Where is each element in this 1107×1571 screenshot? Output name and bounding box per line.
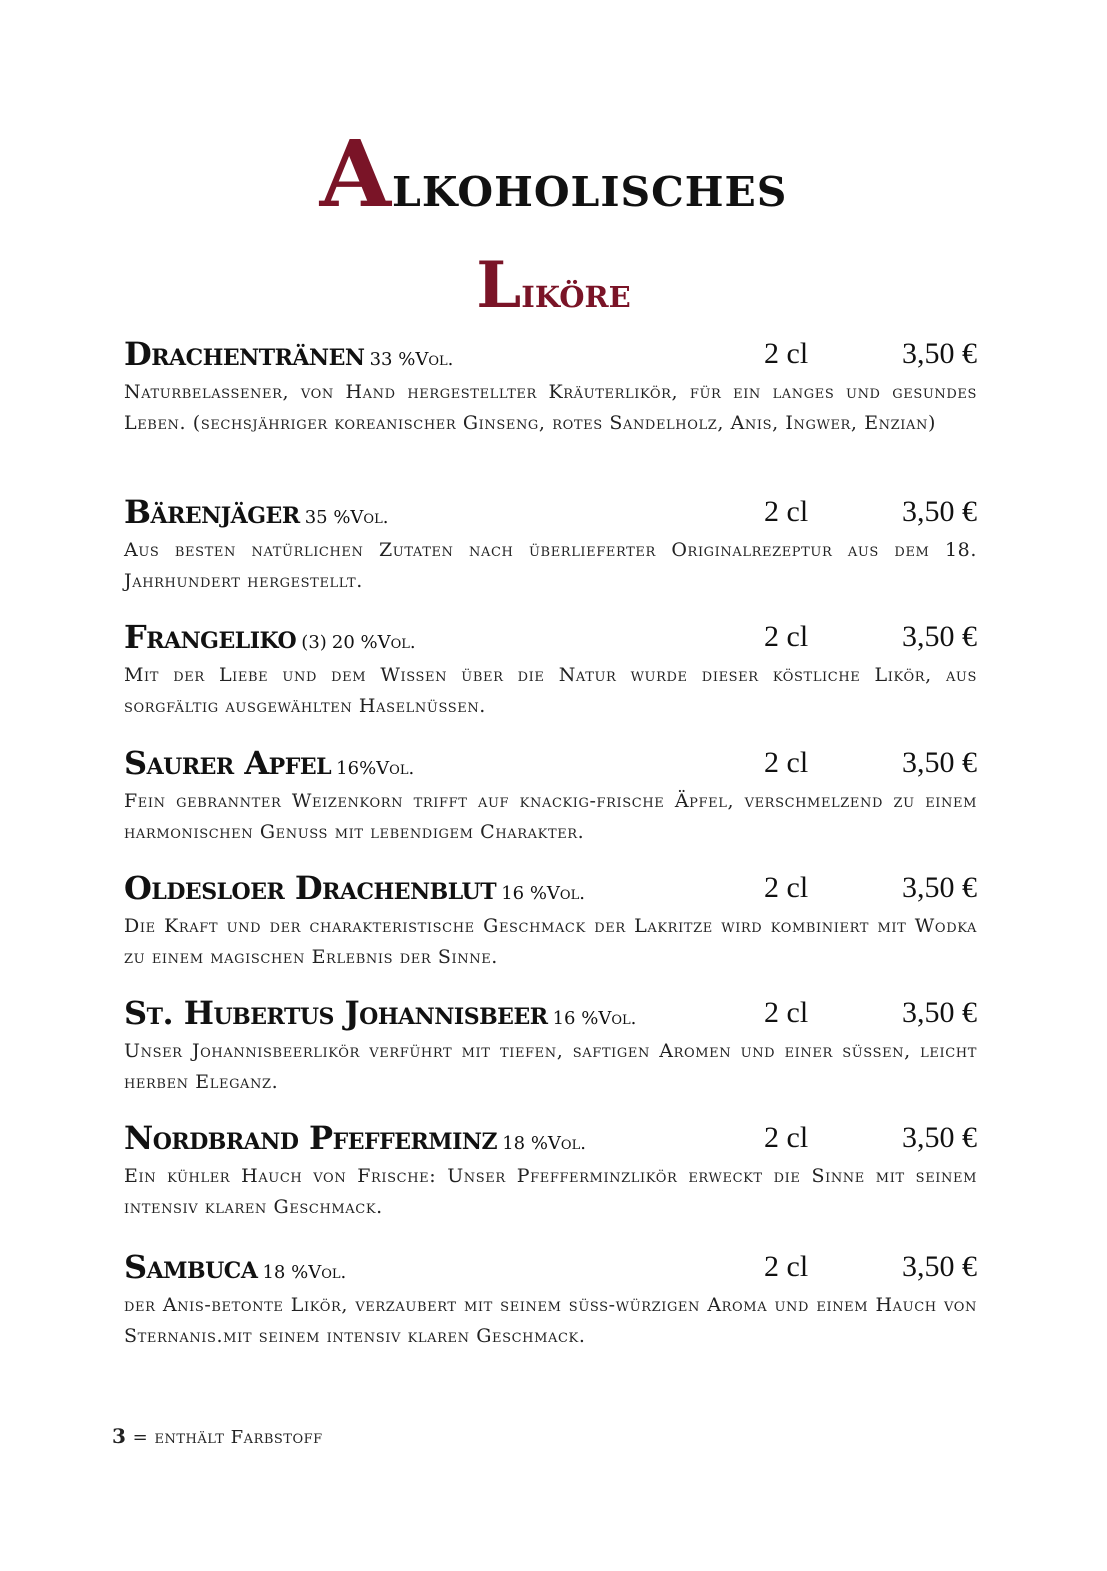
item-size: 2 cl — [764, 620, 809, 653]
item-abv: 16%Vol. — [336, 758, 415, 779]
menu-item-header — [124, 617, 977, 657]
menu-item-saurer-apfel — [124, 743, 977, 848]
item-note: (3) — [301, 632, 327, 653]
item-price: 3,50 € — [902, 1121, 977, 1154]
page-title-initial: A — [319, 120, 392, 228]
item-abv: 16 %Vol. — [501, 883, 585, 904]
item-name: Saurer Apfel — [124, 744, 332, 782]
item-name: Frangeliko — [124, 618, 297, 656]
item-name: Bärenjäger — [124, 493, 300, 531]
menu-item-nordbrand-pfefferminz — [124, 1118, 977, 1223]
item-description: der Anis-betonte Likör, verzaubert mit seinem süss-würzigen Aroma und einem Hauch von Sternanis.mit seinem intensiv klaren Geschmack. — [124, 1294, 977, 1347]
item-price: 3,50 € — [902, 871, 977, 904]
item-description: Unser Johannisbeerlikör verführt mit tiefen, saftigen Aromen und einer süssen, leicht herben Eleganz. — [124, 1040, 977, 1093]
item-description: Fein gebrannter Weizenkorn trifft auf knackig-frische Äpfel, verschmelzend zu einem harmonischen Genuss mit lebendigem Charakter. — [124, 790, 977, 843]
item-price: 3,50 € — [902, 337, 977, 370]
menu-item-header — [124, 868, 977, 908]
item-description: Aus besten natürlichen Zutaten nach überlieferter Originalrezeptur aus dem 18. Jahrhundert hergestellt. — [124, 539, 977, 592]
item-price: 3,50 € — [902, 620, 977, 653]
item-abv: 35 %Vol. — [304, 507, 389, 528]
menu-item-header — [124, 1247, 977, 1287]
menu-item-frangeliko — [124, 617, 977, 722]
footnote-text: = enthält Farbstoff — [132, 1427, 323, 1448]
menu-item-header — [124, 334, 977, 374]
footnote-number: 3 — [112, 1424, 127, 1448]
item-size: 2 cl — [764, 1121, 809, 1154]
item-description: Ein kühler Hauch von Frische: Unser Pfefferminzlikör erweckt die Sinne mit seinem intensiv klaren Geschmack. — [124, 1165, 977, 1218]
menu-item-st-hubertus-johannisbeer — [124, 993, 977, 1098]
item-abv: 16 %Vol. — [552, 1008, 637, 1029]
menu-item-header — [124, 1118, 977, 1158]
item-name: Sambuca — [124, 1248, 258, 1286]
section-title-rest: iköre — [521, 268, 631, 317]
item-description: Die Kraft und der charakteristische Geschmack der Lakritze wird kombiniert mit Wodka zu einem magischen Erlebnis der Sinne. — [124, 915, 977, 968]
item-abv: 18 %Vol. — [262, 1262, 347, 1283]
menu-item-header — [124, 993, 977, 1033]
menu-item-oldesloer-drachenblut — [124, 868, 977, 973]
item-price: 3,50 € — [902, 996, 977, 1029]
item-abv: 18 %Vol. — [502, 1133, 586, 1154]
menu-item-header — [124, 743, 977, 783]
item-size: 2 cl — [764, 495, 809, 528]
item-abv: 20 %Vol. — [331, 632, 416, 653]
item-name: Drachentränen — [124, 335, 365, 373]
menu-item-sambuca — [124, 1247, 977, 1352]
section-title-initial: L — [476, 248, 522, 323]
menu-item-header — [124, 492, 977, 532]
item-size: 2 cl — [764, 996, 809, 1029]
item-price: 3,50 € — [902, 495, 977, 528]
item-price: 3,50 € — [902, 746, 977, 779]
item-name: Nordbrand Pfefferminz — [124, 1119, 498, 1157]
item-name: St. Hubertus Johannisbeer — [124, 994, 548, 1032]
item-price: 3,50 € — [902, 1250, 977, 1283]
item-description: Mit der Liebe und dem Wissen über die Natur wurde dieser köstliche Likör, aus sorgfältig ausgewählten Haselnüssen. — [124, 664, 977, 717]
page-title — [0, 120, 1107, 228]
item-size: 2 cl — [764, 337, 809, 370]
item-size: 2 cl — [764, 746, 809, 779]
menu-item-drachentraenen — [124, 334, 977, 439]
footnote — [112, 1424, 323, 1448]
item-size: 2 cl — [764, 871, 809, 904]
menu-item-baerenjaeger — [124, 492, 977, 597]
item-name: Oldesloer Drachenblut — [124, 869, 497, 907]
section-title — [0, 248, 1107, 323]
item-size: 2 cl — [764, 1250, 809, 1283]
item-description: Naturbelassener, von Hand hergestellter Kräuterlikör, für ein langes und gesundes Leben. (sechsjähriger koreanischer Ginseng, rotes Sandelholz, Anis, Ingwer, Enzian) — [124, 381, 977, 434]
page-title-rest: lkoholisches — [392, 152, 788, 220]
item-abv: 33 %Vol. — [369, 349, 454, 370]
